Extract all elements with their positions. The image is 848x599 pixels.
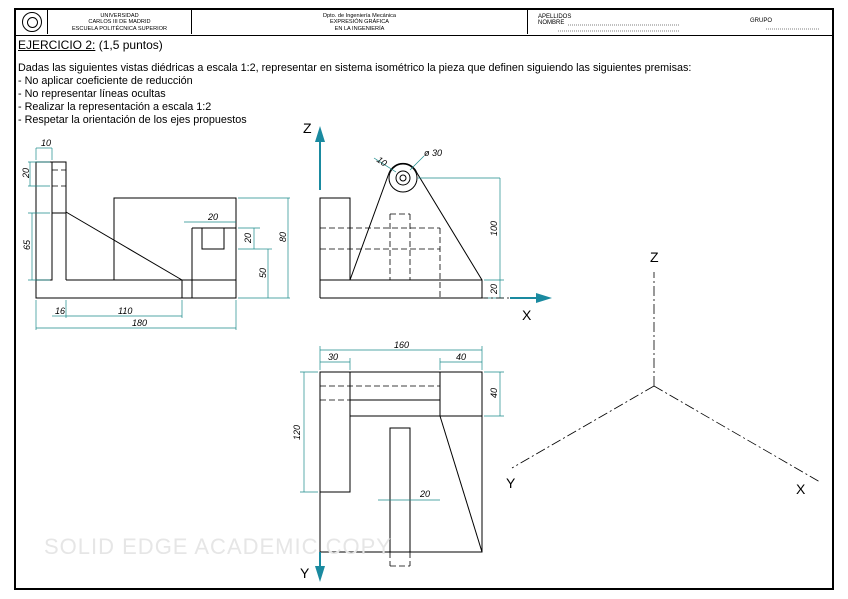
- name-fields: [558, 25, 820, 31]
- university-line: ESCUELA POLITÉCNICA SUPERIOR: [71, 25, 168, 32]
- dim-text: 20: [243, 232, 253, 243]
- y-axis-arrow: [315, 566, 325, 582]
- dim-text: 20: [21, 167, 31, 178]
- exercise-statement: [18, 62, 691, 127]
- elevation-x-label: X: [522, 307, 532, 323]
- dim-text: 80: [278, 231, 288, 242]
- apellidos-label: APELLIDOS: [538, 14, 572, 20]
- exercise-heading: [18, 38, 163, 52]
- statement-text: Dadas las siguientes vistas diédricas a escala 1:2, representar en sistema isométrico la pieza que definen siguiendo las siguientes premisas:: [18, 62, 692, 74]
- iso-x-label: X: [796, 481, 806, 497]
- premise-item: - Realizar la representación a escala 1:2: [18, 101, 212, 113]
- dim-text: 20: [420, 489, 431, 499]
- dim-text: 120: [292, 424, 302, 440]
- grupo-label: GRUPO: [750, 18, 773, 24]
- front-dimension-lines: [374, 156, 504, 298]
- side-view: [36, 162, 236, 298]
- department-line: EN LA INGENIERÍA: [334, 25, 385, 32]
- front-view: [320, 163, 482, 298]
- dim-text: 16: [55, 306, 66, 316]
- plan-dimension-texts: [292, 340, 499, 499]
- premise-item: - No representar líneas ocultas: [18, 88, 166, 100]
- dim-text: 160: [394, 340, 410, 350]
- dim-text: 20: [489, 283, 499, 294]
- dim-text: 40: [456, 352, 467, 362]
- university-line: UNIVERSIDAD: [100, 13, 139, 19]
- nombre-label: NOMBRE: [538, 20, 565, 26]
- plan-dimension-lines: [300, 346, 504, 500]
- dim-text: 50: [258, 267, 268, 278]
- dim-text: 10: [374, 154, 389, 169]
- plan-view: [320, 372, 482, 552]
- dim-text: 110: [118, 306, 133, 316]
- department-line: Dpto. de Ingeniería Mecánica: [322, 13, 397, 19]
- dim-text: 180: [132, 318, 148, 328]
- premise-item: - No aplicar coeficiente de reducción: [18, 75, 193, 87]
- dim-text: ø 30: [424, 148, 443, 158]
- watermark: SOLID EDGE ACADEMIC COPY: [44, 534, 392, 559]
- iso-y-label: Y: [506, 475, 516, 491]
- isometric-axis-labels: [506, 249, 806, 497]
- dim-text: 65: [22, 239, 32, 250]
- exercise-title: EJERCICIO 2:: [18, 38, 96, 52]
- department-line: EXPRESIÓN GRÁFICA: [329, 19, 390, 26]
- side-hidden-lines: [52, 170, 114, 280]
- dim-text: 10: [41, 138, 52, 148]
- isometric-axes: [512, 272, 820, 482]
- exercise-points: (1,5 puntos): [98, 38, 163, 52]
- dim-text: 30: [328, 352, 339, 362]
- plan-y-label: Y: [300, 565, 310, 581]
- university-line: CARLOS III DE MADRID: [88, 19, 151, 26]
- premise-item: - Respetar la orientación de los ejes propuestos: [18, 114, 247, 126]
- iso-z-label: Z: [650, 249, 659, 265]
- dim-text: 40: [489, 387, 499, 398]
- dim-text: 100: [489, 220, 499, 236]
- z-axis-arrow: [315, 126, 325, 142]
- elevation-z-label: Z: [303, 120, 312, 136]
- dim-text: 20: [208, 212, 219, 222]
- front-hidden-lines: [320, 214, 440, 298]
- x-axis-arrow: [536, 293, 552, 303]
- side-dimension-texts: [21, 138, 288, 328]
